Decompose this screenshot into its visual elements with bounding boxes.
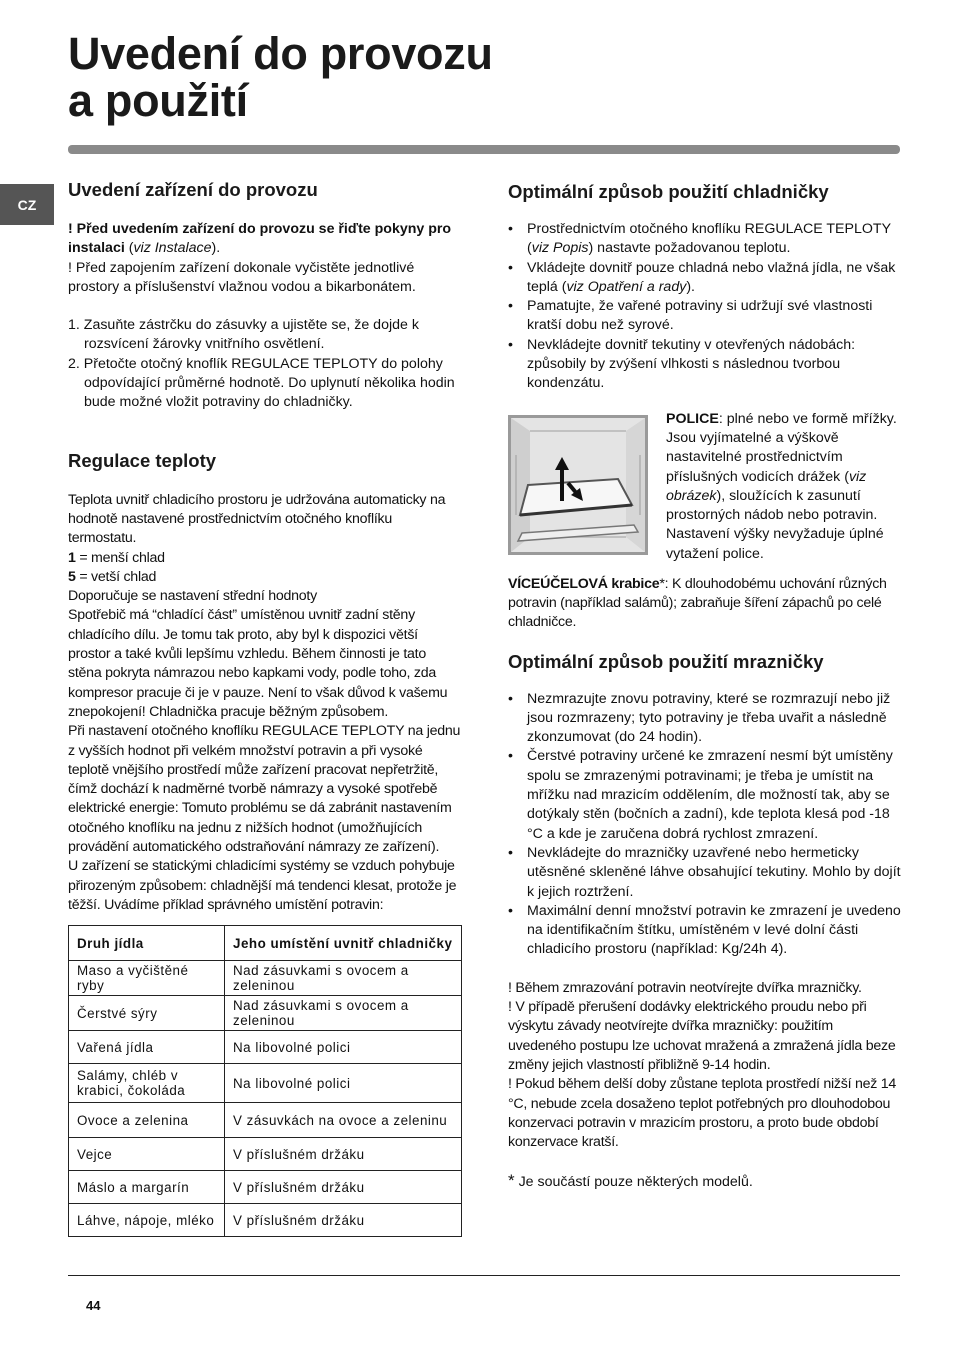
freezer-warnings	[508, 979, 902, 1153]
list-item: • Nevkládejte do mrazničky uzavřené nebo hermeticky utěsněné skleněné láhve obsahující tekutiny. Mohlo by dojít k jejich roztržení.	[508, 844, 902, 902]
paragraph-static-systems: U zařízení se statickými chladicími systémy se vzduch pohybuje přirozeným způsobem: chladnější má tendenci klesat, protože je těžší. Uvádíme příklad správného umístění potravin:	[68, 858, 457, 913]
table-cell: V příslušném držáku	[225, 1171, 462, 1204]
page-number: 44	[86, 1298, 101, 1313]
table-cell: Láhve, nápoje, mléko	[69, 1204, 225, 1237]
title-line-2: a použití	[68, 75, 248, 126]
table-cell: Na libovolné polici	[225, 1064, 462, 1103]
table-header: Jeho umístění uvnitř chladničky	[225, 926, 462, 961]
warning-low-ambient: ! Pokud během delší doby zůstane teplota prostředí nižší než 14 °C, nebude zcela dosaženo teplot potřebných pro dlouhodobou konzervaci potravin v mrazicím prostoru, a proto bude období konzervace kratší.	[508, 1076, 897, 1151]
section-heading-fridge-use: Optimální způsob použití chladničky	[508, 181, 829, 202]
shelf-illustration	[508, 415, 648, 555]
fridge-tips-list	[508, 220, 902, 394]
title-divider	[68, 145, 900, 154]
table-cell: Vařená jídla	[69, 1031, 225, 1064]
temperature-text	[68, 491, 463, 916]
table-cell: V zásuvkách na ovoce a zeleninu	[225, 1103, 462, 1138]
table-row	[69, 1204, 462, 1237]
list-item: • Nevkládejte dovnitř tekutiny v otevřených nádobách: způsobily by zvýšení vlhkosti s následnou tvorbou kondenzátu.	[508, 336, 902, 394]
title-line-1: Uvedení do provozu	[68, 28, 493, 79]
shelf-block	[508, 413, 902, 567]
footer-divider	[68, 1275, 900, 1276]
table-cell: Máslo a margarín	[69, 1171, 225, 1204]
list-item: • Pamatujte, že vařené potraviny si udržují své vlastnosti kratší dobu než syrové.	[508, 297, 902, 336]
page-title	[68, 30, 493, 124]
section-heading-startup: Uvedení zařízení do provozu	[68, 179, 318, 200]
warning-cleaning: ! Před zapojením zařízení dokonale vyčistěte jednotlivé prostory a příslušenství vlažnou vodou a bikarbonátem.	[68, 259, 416, 295]
table-cell: Maso a vyčištěné ryby	[69, 961, 225, 996]
language-tab: CZ	[0, 184, 54, 225]
shelf-description: POLICE: plné nebo ve formě mřížky. Jsou vyjímatelné a výškově nastavitelné prostřednictvím příslušných vodicích drážek (viz obrázek), sloužících k zasunutí prostorných nádob nebo potravin. Nastavení výšky nevyžaduje úplné vytažení police.	[666, 412, 897, 562]
table-cell: Salámy, chléb v krabici, čokoláda	[69, 1064, 225, 1103]
table-row	[69, 1064, 462, 1103]
scale-min: 1 = menší chlad	[68, 549, 165, 566]
scale-max: 5 = vetší chlad	[68, 568, 157, 585]
multipurpose-box: VÍCEÚČELOVÁ krabice*: K dlouhodobému uchování různých potravin (například salámů); zabraňuje šíření zápachů po celé chladničce.	[508, 575, 887, 631]
table-row	[69, 1138, 462, 1171]
paragraph-cooling-part: Spotřebič má “chladící část” umístěnou uvnitř zadní stěny chladícího dílu. Je tomu tak proto, aby byl k dispozici větší prostor a také kvůli lepšímu vzhledu. Během činnosti je tato stěna pokryta námrazou nebo kapkami vody, podle toho, zda kompresor pracuje či je v pauze. Není to však důvod k vašemu znepokojení! Chladnička pracuje běžným způsobem.	[68, 607, 448, 720]
list-item: • Prostřednictvím otočného knoflíku REGULACE TEPLOTY (viz Popis) nastavte požadovanou teplotu.	[508, 220, 902, 259]
table-cell: Čerstvé sýry	[69, 996, 225, 1031]
warning-installation: ! Před uvedením zařízení do provozu se řiďte pokyny pro instalaci (viz Instalace).	[68, 221, 452, 257]
recommendation: Doporučuje se nastavení střední hodnoty	[68, 588, 317, 605]
right-column	[508, 178, 902, 1193]
table-cell: Nad zásuvkami s ovocem a zeleninou	[225, 996, 462, 1031]
food-storage-table	[68, 925, 462, 1237]
table-row	[69, 1171, 462, 1204]
list-item: 1. Zasuňte zástrčku do zásuvky a ujistěte se, že dojde k rozsvícení žárovky vnitřního osvětlení.	[68, 317, 419, 353]
table-cell: Na libovolné polici	[225, 1031, 462, 1064]
left-column	[68, 178, 463, 1237]
freezer-tips-list	[508, 690, 902, 960]
table-cell: Ovoce a zelenina	[69, 1103, 225, 1138]
list-item: 2. Přetočte otočný knoflík REGULACE TEPLOTY do polohy odpovídající průměrné hodnotě. Do uplynutí několika hodin bude možné vložit potraviny do chladničky.	[68, 355, 455, 411]
list-item: • Vkládejte dovnitř pouze chladná nebo vlažná jídla, ne však teplá (viz Opatření a rady).	[508, 259, 902, 298]
paragraph-high-setting: Při nastavení otočného knoflíku REGULACE TEPLOTY na jednu z vyšších hodnot při velkém množství potravin a při vysoké teplotě vnějšího prostředí může zařízení pracovat nepřetržitě, čímž dochází k nadměrné tvorbě námrazy a vysoké spotřebě elektrické energie: Tomuto problému se dá zabránit nastavením otočného knoflíku na jednu z nižších hodnot (umožňujících provádění automatického odstraňování námrazy ze zařízení).	[68, 723, 461, 856]
table-row	[69, 1031, 462, 1064]
section-heading-temperature: Regulace teploty	[68, 449, 217, 471]
table-row	[69, 996, 462, 1031]
section-heading-freezer-use: Optimální způsob použití mrazničky	[508, 650, 824, 672]
startup-steps	[68, 316, 463, 412]
table-header-row	[69, 926, 462, 961]
list-item: • Maximální denní množství potravin ke zmrazení je uvedeno na identifikačním štítku, umístěném v levé dolní části chladicího prostoru (například: Kg/24h 4).	[508, 902, 902, 960]
warning-freezing: ! Během zmrazování potravin neotvírejte dvířka mrazničky.	[508, 979, 862, 996]
table-row	[69, 1103, 462, 1138]
list-item: • Čerstvé potraviny určené ke zmrazení nesmí být umístěny spolu se zmrazenými potravinami; je třeba je umístit na mřížku nad mrazicím oddělením, dle možností tak, aby se dotýkaly stěn (bočních a zadní), kde teplota klesá pod -18 °C a kde je zaručena dobrá rychlost zmrazení.	[508, 747, 902, 843]
list-item: • Nezmrazujte znovu potraviny, které se rozmrazují nebo již jsou rozmrazeny; tyto potraviny je třeba uvařit a následně zkonzumovat (do 24 hodin).	[508, 690, 902, 748]
table-cell: Nad zásuvkami s ovocem a zeleninou	[225, 961, 462, 996]
table-cell: V příslušném držáku	[225, 1204, 462, 1237]
footnote: * Je součástí pouze některých modelů.	[508, 1171, 753, 1191]
table-row	[69, 961, 462, 996]
warning-power-outage: ! V případě přerušení dodávky elektrického proudu nebo při výskytu závady neotvírejte dvířka mrazničky: použitím uvedeného postupu lze uchovat mražená a zmražená jídla beze změny jejich vlastností přibližně 9-14 hodin.	[508, 999, 896, 1073]
temperature-intro: Teplota uvnitř chladicího prostoru je udržována automaticky na hodnotě nastavené prostřednictvím otočného knoflíku termostatu.	[68, 491, 446, 547]
table-cell: Vejce	[69, 1138, 225, 1171]
table-header: Druh jídla	[69, 926, 225, 961]
table-cell: V příslušném držáku	[225, 1138, 462, 1171]
